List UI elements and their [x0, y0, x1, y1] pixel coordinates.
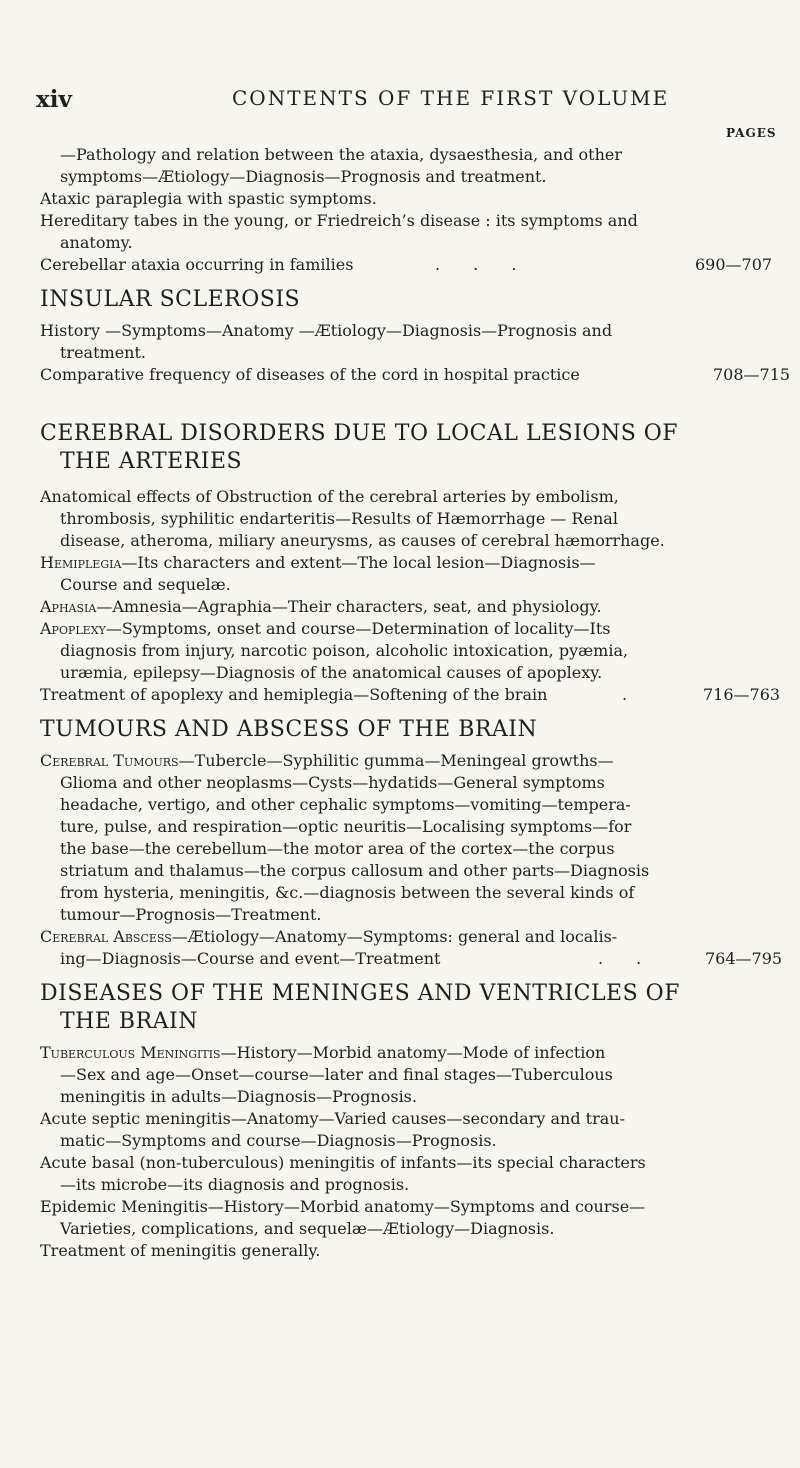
meninges-line-7: —its microbe—its diagnosis and prognosis. — [60, 1175, 410, 1194]
apoplexy-entry — [40, 618, 610, 640]
ataxia-line-3: Ataxic paraplegia with spastic symptoms. — [40, 189, 377, 208]
hemiplegia-text: —Its characters and extent—The local lesion—Diagnosis— — [121, 553, 596, 572]
leader-dots: . — [622, 685, 642, 704]
meninges-line-2: —Sex and age—Onset—course—later and final stages—Tuberculous — [60, 1065, 613, 1084]
running-title: CONTENTS OF THE FIRST VOLUME — [232, 86, 670, 110]
meninges-line-9: Varieties, complications, and sequelæ—Ætiology—Diagnosis. — [60, 1219, 555, 1238]
cerebral-line-2: thrombosis, syphilitic endarteritis—Results of Hæmorrhage — Renal — [60, 509, 618, 528]
cerebral-line-8: diagnosis from injury, narcotic poison, alcoholic intoxication, pyæmia, — [60, 641, 629, 660]
meninges-line-10: Treatment of meningitis generally. — [40, 1241, 321, 1260]
hemiplegia-entry — [40, 552, 596, 574]
meninges-line-4: Acute septic meningitis—Anatomy—Varied causes—secondary and trau- — [40, 1109, 625, 1128]
insular-pages: 708—715 — [713, 365, 791, 384]
pages-column-label: PAGES — [726, 126, 777, 140]
tumours-line-3: headache, vertigo, and other cephalic symptoms—vomiting—tempera- — [60, 795, 631, 814]
cerebral-line-5: Course and sequelæ. — [60, 575, 231, 594]
ataxia-line-6: Cerebellar ataxia occurring in families — [40, 255, 354, 274]
tuberculous-meningitis-entry — [40, 1042, 605, 1064]
cerebral-tumours-label: Cerebral Tumours — [40, 751, 179, 770]
tumours-line-10: ing—Diagnosis—Course and event—Treatment — [60, 949, 441, 968]
leader-dots: . . — [598, 949, 656, 968]
tumours-line-8: tumour—Prognosis—Treatment. — [60, 905, 322, 924]
cerebral-tumours-entry — [40, 750, 614, 772]
cerebral-pages: 716—763 — [703, 685, 781, 704]
cerebral-abscess-entry — [40, 926, 617, 948]
cerebral-line-1: Anatomical effects of Obstruction of the cerebral arteries by embolism, — [40, 487, 619, 506]
running-head — [0, 86, 800, 116]
tumours-line-2: Glioma and other neoplasms—Cysts—hydatids—General symptoms — [60, 773, 605, 792]
insular-line-1: History —Symptoms—Anatomy —Ætiology—Diagnosis—Prognosis and — [40, 321, 613, 340]
meninges-line-5: matic—Symptoms and course—Diagnosis—Prognosis. — [60, 1131, 497, 1150]
aphasia-label: Aphasia — [40, 597, 97, 616]
apoplexy-label: Apoplexy — [40, 619, 106, 638]
leader-dots: . . . — [435, 255, 531, 274]
tumours-heading: TUMOURS AND ABSCESS OF THE BRAIN — [40, 717, 538, 742]
ataxia-line-4: Hereditary tabes in the young, or Friedreich’s disease : its symptoms and — [40, 211, 638, 230]
insular-heading: INSULAR SCLEROSIS — [40, 287, 301, 312]
meninges-line-3: meningitis in adults—Diagnosis—Prognosis. — [60, 1087, 417, 1106]
cerebral-heading-2: THE ARTERIES — [60, 449, 243, 474]
tumours-line-6: striatum and thalamus—the corpus callosum and other parts—Diagnosis — [60, 861, 650, 880]
aphasia-entry — [40, 596, 602, 618]
cerebral-tumours-text: —Tubercle—Syphilitic gumma—Meningeal growths— — [178, 751, 614, 770]
cerebral-abscess-label: Cerebral Abscess — [40, 927, 172, 946]
cerebral-line-10: Treatment of apoplexy and hemiplegia—Softening of the brain — [40, 685, 548, 704]
cerebral-abscess-text: —Ætiology—Anatomy—Symptoms: general and localis- — [171, 927, 618, 946]
cerebral-heading-1: CEREBRAL DISORDERS DUE TO LOCAL LESIONS OF — [40, 421, 679, 446]
meninges-heading-1: DISEASES OF THE MENINGES AND VENTRICLES OF — [40, 981, 680, 1006]
meninges-heading-2: THE BRAIN — [60, 1009, 198, 1034]
hemiplegia-label: Hemiplegia — [40, 553, 122, 572]
tumours-line-7: from hysteria, meningitis, &c.—diagnosis between the several kinds of — [60, 883, 635, 902]
aphasia-text: —Amnesia—Agraphia—Their characters, seat, and physiology. — [96, 597, 602, 616]
tumours-line-5: the base—the cerebellum—the motor area of the cortex—the corpus — [60, 839, 615, 858]
ataxia-pages: 690—707 — [695, 255, 773, 274]
tuberculous-meningitis-label: Tuberculous Meningitis — [40, 1043, 221, 1062]
page-number: xiv — [36, 86, 72, 113]
ataxia-line-1: —Pathology and relation between the ataxia, dysaesthesia, and other — [60, 145, 623, 164]
insular-line-3: Comparative frequency of diseases of the cord in hospital practice — [40, 365, 580, 384]
apoplexy-text: —Symptoms, onset and course—Determination of locality—Its — [105, 619, 611, 638]
insular-line-2: treatment. — [60, 343, 146, 362]
tuberculous-meningitis-text: —History—Morbid anatomy—Mode of infection — [220, 1043, 606, 1062]
cerebral-line-3: disease, atheroma, miliary aneurysms, as causes of cerebral hæmorrhage. — [60, 531, 665, 550]
meninges-line-6: Acute basal (non-tuberculous) meningitis of infants—its special characters — [40, 1153, 646, 1172]
cerebral-line-9: uræmia, epilepsy—Diagnosis of the anatomical causes of apoplexy. — [60, 663, 603, 682]
meninges-line-8: Epidemic Meningitis—History—Morbid anatomy—Symptoms and course— — [40, 1197, 646, 1216]
tumours-line-4: ture, pulse, and respiration—optic neuritis—Localising symptoms—for — [60, 817, 632, 836]
tumours-pages: 764—795 — [705, 949, 783, 968]
ataxia-line-2: symptoms—Ætiology—Diagnosis—Prognosis and treatment. — [60, 167, 547, 186]
ataxia-line-5: anatomy. — [60, 233, 133, 252]
